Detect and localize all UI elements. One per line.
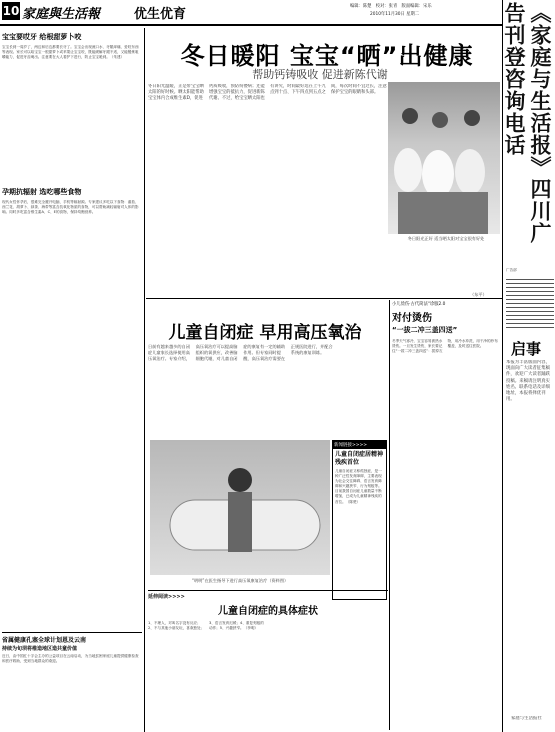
masthead-rule <box>0 24 502 26</box>
left-column <box>2 30 142 730</box>
further-reading <box>148 590 388 730</box>
masthead <box>0 0 432 24</box>
date-line: 2010年11月30日 星期二 <box>370 12 420 17</box>
pregnant-women-figures <box>388 82 500 234</box>
article-body-radiation: 现代女性怀孕后，很难完全避开电脑、手机等辐射源。专家建议多吃以下食物：番茄、西兰花、胡萝卜、绿茶、海带等富含抗氧化物质的食物，可以帮助减轻辐射对人体的影响。同时多吃富含维生素A、C、E的食物，保持均衡营养。 <box>2 200 139 215</box>
editor-line: 编辑：陈楚 校对：张青 版面编辑：宋乐 <box>350 4 432 9</box>
notice-body: 本报为丰富版面内容，现面向广大读者征集稿件，欢迎广大读者踊跃投稿。来稿请注明真实姓名、联系电话及详细地址，本报将择优刊用。 <box>506 360 550 403</box>
hyperbaric-figures <box>150 440 330 575</box>
page-number-badge: 10 <box>2 4 20 18</box>
main-body-text: 冬日阳光温暖，正是带宝宝晒太阳的好时候。晒太阳能帮助宝宝体内合成维生素D，促进钙质吸收，预防佝偻病；还能增强宝宝的抵抗力，促进新陈代谢。不过，给宝宝晒太阳也有讲究，时间最好选在上午九点到十点、下午四点到五点之间，每次时间不宜过长，注意保护宝宝的眼睛和头部。 <box>148 84 387 101</box>
autism-headline: 儿童自闭症 早用高压氧治 <box>168 323 362 343</box>
left-bottom-subtitle: 持续为旬坝将椎造地区造共童价值 <box>2 646 78 652</box>
autism-body-text: 日前有越来越多的自闭症儿童家长选择使用高压氧治疗。专家介绍，高压氧治疗可以提高脑组织的氧供应，改善脑细胞代谢，对儿童自闭症的康复有一定的辅助作用。但专家同时提醒，高压氧治疗需要在正规医院进行，并配合系统的康复训练。 <box>148 344 333 361</box>
sidebar-phone-lines <box>506 276 554 328</box>
burns-title: 对付烫伤 <box>392 313 432 324</box>
left-bottom-body: 近日，由中国红十字会主办的公益项目在云南启动，为当地贫困家庭儿童提供健康检查和医疗救助，受到当地群众的欢迎。 <box>2 654 139 664</box>
notice-sign: 家庭与生活报社 <box>511 716 542 721</box>
news-link-body: 儿童自闭症又称孤独症，是一种广泛性发育障碍，主要表现为社会交往障碍、语言发育障碍和兴趣狭窄、行为刻板等。目前我国自闭症儿童数量不断增加，已成为儿童精神残疾的首位。（陈楚） <box>335 469 382 504</box>
further-label: 延伸阅读>>>> <box>148 594 185 600</box>
sidebar-numbers: 广告部 <box>506 268 517 272</box>
section-label: 优生优育 <box>134 7 187 22</box>
left-bottom-title: 省属健康孔塞全球计划恩及云南 <box>2 637 87 644</box>
burns-kicker: 小儿烫伤·古代简法“诊服2.0 <box>392 302 446 307</box>
photo-caption: 冬日阳光正好 适当晒太阳对宝宝很有好处 <box>407 236 485 241</box>
further-title: 儿童自闭症的具体症状 <box>218 606 318 617</box>
article-body-teething: 宝宝长到一周岁了，两边和后边都要长牙了。宝宝会出现流口水、牙龈痒痛、爱咬东西等表现。家长可以给宝宝一根甜萝卜或苹果让宝宝咬，既能缓解牙龈不适，又能锻炼咀嚼能力，促进牙齿萌出。注意要在大人看护下进行，防止宝宝呛到。（朱建） <box>2 45 139 60</box>
bottom-right-note: （东平） <box>470 292 487 297</box>
article-title-teething: 宝宝要哎牙 给根甜萝卜咬 <box>2 33 82 41</box>
photo2-caption: “明明”在医生指导下进行高压氧康复治疗（资料图） <box>191 578 289 583</box>
left-bottom-box <box>2 632 142 730</box>
burns-body: 冬季天气寒冷，宝宝容易被热水烫伤。一旦发生烫伤，家长要记住“一拔二冲三盖四送”：拔掉衣物，用冷水冲洗，用干净的纱布覆盖，及时送往医院。 <box>392 339 498 354</box>
left-column-rule <box>144 28 145 732</box>
middle-right-rule <box>389 300 390 730</box>
notice-title: 启事 <box>511 340 542 358</box>
pregnant-women-photo <box>388 82 500 234</box>
news-link-label: 新闻链接>>>> <box>333 441 386 449</box>
further-body: 1、不理人，对叫名字没有反应；2、不与其他小朋友玩，喜欢独处；3、语言发育迟缓；4、重复刻板的动作；5、兴趣狭窄。（李明） <box>148 621 264 631</box>
sidebar <box>502 0 555 732</box>
main-headline: 冬日暖阳 宝宝“晒”出健康 <box>180 42 474 70</box>
hyperbaric-chamber-photo <box>150 440 330 575</box>
sidebar-title: 《家庭与生活报》四川广告刊登咨询电话 <box>502 2 553 244</box>
news-link-title: 儿童自闭症居精神残疾首位 <box>335 451 384 466</box>
headline-bottom-rule <box>146 298 502 299</box>
article-title-radiation: 孕期抗辐射 选吃哪些食物 <box>2 188 82 196</box>
burns-article <box>392 302 500 730</box>
main-subhead: 帮助钙铸吸收 促进新陈代谢 <box>252 68 388 81</box>
paper-name: 家庭與生活報 <box>22 7 101 22</box>
burns-title2: “一拔二冲三盖四送” <box>392 326 458 334</box>
news-link-box <box>332 440 387 600</box>
